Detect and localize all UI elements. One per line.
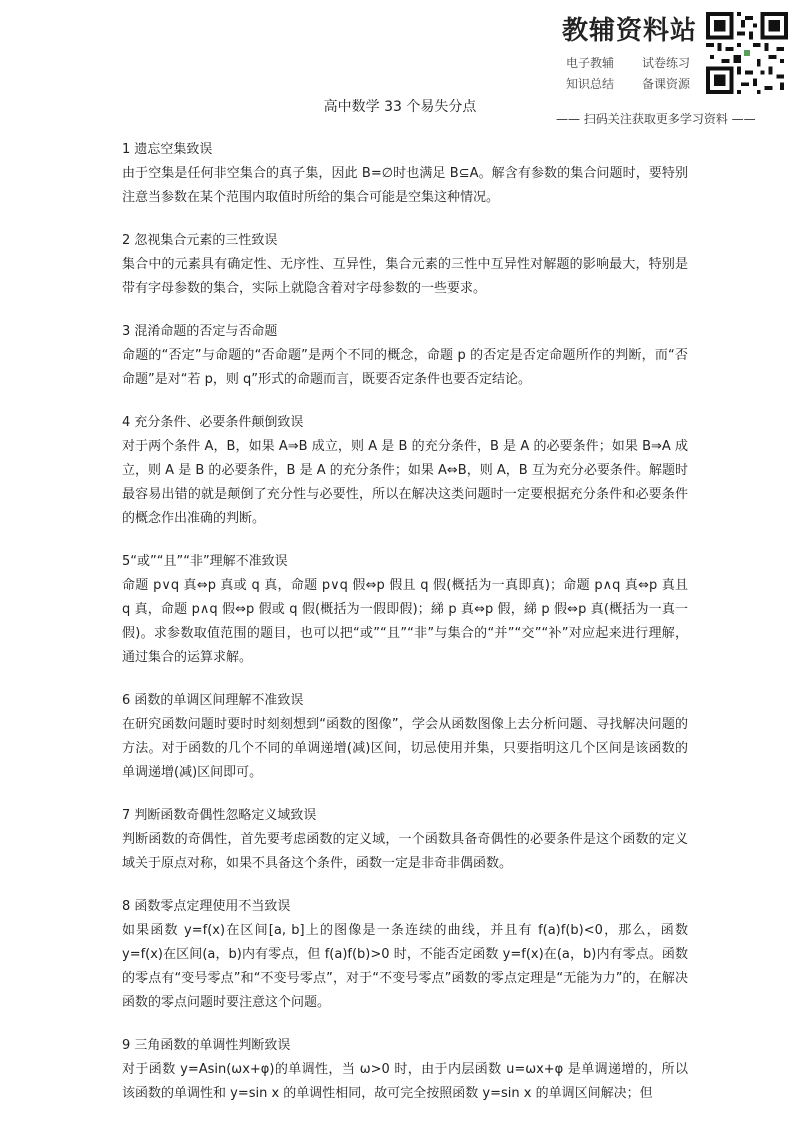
- section: [122, 411, 688, 531]
- section-heading: 6 函数的单调区间理解不准致误: [122, 693, 304, 708]
- section-heading: 5“或”“且”“非”理解不准致误: [122, 554, 288, 569]
- brand-link-ebooks: 电子教辅: [566, 56, 615, 70]
- section-body: 判断函数的奇偶性，首先要考虑函数的定义域，一个函数具备奇偶性的必要条件是这个函数的定义域关于原点对称，如果不具备这个条件，函数一定是非奇非偶函数。: [122, 832, 688, 871]
- section-heading: 3 混淆命题的否定与否命题: [122, 324, 278, 339]
- brand-link-exams: 试卷练习: [642, 56, 691, 70]
- section: [122, 320, 688, 392]
- brand-links: [566, 54, 716, 92]
- section-heading: 8 函数零点定理使用不当致误: [122, 899, 291, 914]
- section-heading: 9 三角函数的单调性判断致误: [122, 1038, 291, 1053]
- brand-title: 教辅资料站: [562, 16, 698, 46]
- section-body: 对于两个条件 A，B，如果 A⇒B 成立，则 A 是 B 的充分条件，B 是 A 的必要条件；如果 B⇒A 成立，则 A 是 B 的必要条件，B 是 A 的充分条件；如果 A⇔B，则 A，B 互为充分必要条件。解题时最容易出错的就是颠倒了充分性与必要性，所以在解决这类问题时一定要根据充分条件和必要条件的概念作出准确的判断。: [122, 439, 688, 526]
- section-heading: 1 遗忘空集致误: [122, 142, 213, 157]
- section-body: 命题的“否定”与命题的“否命题”是两个不同的概念，命题 p 的否定是否定命题所作的判断，而“否命题”是对“若 p，则 q”形式的命题而言，既要否定条件也要否定结论。: [122, 348, 688, 387]
- brand-link-summaries: 知识总结: [566, 77, 615, 91]
- section-heading: 2 忽视集合元素的三性致误: [122, 233, 278, 248]
- document-title: 高中数学 33 个易失分点: [323, 99, 477, 115]
- section: [122, 138, 688, 210]
- section: [122, 689, 688, 785]
- section-body: 命题 p∨q 真⇔p 真或 q 真，命题 p∨q 假⇔p 假且 q 假(概括为一真即真)；命题 p∧q 真⇔p 真且 q 真，命题 p∧q 假⇔p 假或 q 假(概括为一假即假)；綈 p 真⇔p 假，綈 p 假⇔p 真(概括为一真一假)。求参数取值范围的题目，也可以把“或”“且”“非”与集合的“并”“交”“补”对应起来进行理解，通过集合的运算求解。: [122, 578, 688, 665]
- qr-tagline: —— 扫码关注获取更多学习资料 ——: [556, 112, 756, 126]
- section: [122, 804, 688, 876]
- section-body: 对于函数 y=Asin(ωx+φ)的单调性，当 ω>0 时，由于内层函数 u=ωx+φ 是单调递增的，所以该函数的单调性和 y=sin x 的单调性相同，故可完全按照函数 y=sin x 的单调区间解决；但: [122, 1062, 688, 1101]
- section: [122, 1034, 688, 1106]
- section-heading: 7 判断函数奇偶性忽略定义域致误: [122, 808, 317, 823]
- section-body: 如果函数 y=f(x)在区间[a, b]上的图像是一条连续的曲线，并且有 f(a)f(b)<0，那么，函数 y=f(x)在区间(a，b)内有零点，但 f(a)f(b)>0 时，不能否定函数 y=f(x)在(a，b)内有零点。函数的零点有“变号零点”和“不变号零点”，对于“不变号零点”函数的零点定理是“无能为力”的，在解决函数的零点问题时要注意这个问题。: [122, 923, 688, 1010]
- section: [122, 229, 688, 301]
- section-body: 在研究函数问题时要时时刻刻想到“函数的图像”，学会从函数图像上去分析问题、寻找解决问题的方法。对于函数的几个不同的单调递增(减)区间，切忌使用并集，只要指明这几个区间是该函数的单调递增(减)区间即可。: [122, 717, 688, 780]
- brand-link-lesson-resources: 备课资源: [642, 77, 691, 91]
- qr-code-icon: [706, 12, 788, 94]
- section: [122, 895, 688, 1015]
- document-content: [122, 138, 688, 1125]
- section-body: 由于空集是任何非空集合的真子集，因此 B=∅时也满足 B⊆A。解含有参数的集合问题时，要特别注意当参数在某个范围内取值时所给的集合可能是空集这种情况。: [122, 166, 688, 205]
- section-heading: 4 充分条件、必要条件颠倒致误: [122, 415, 304, 430]
- section-body: 集合中的元素具有确定性、无序性、互异性，集合元素的三性中互异性对解题的影响最大，特别是带有字母参数的集合，实际上就隐含着对字母参数的一些要求。: [122, 257, 688, 296]
- section: [122, 550, 688, 670]
